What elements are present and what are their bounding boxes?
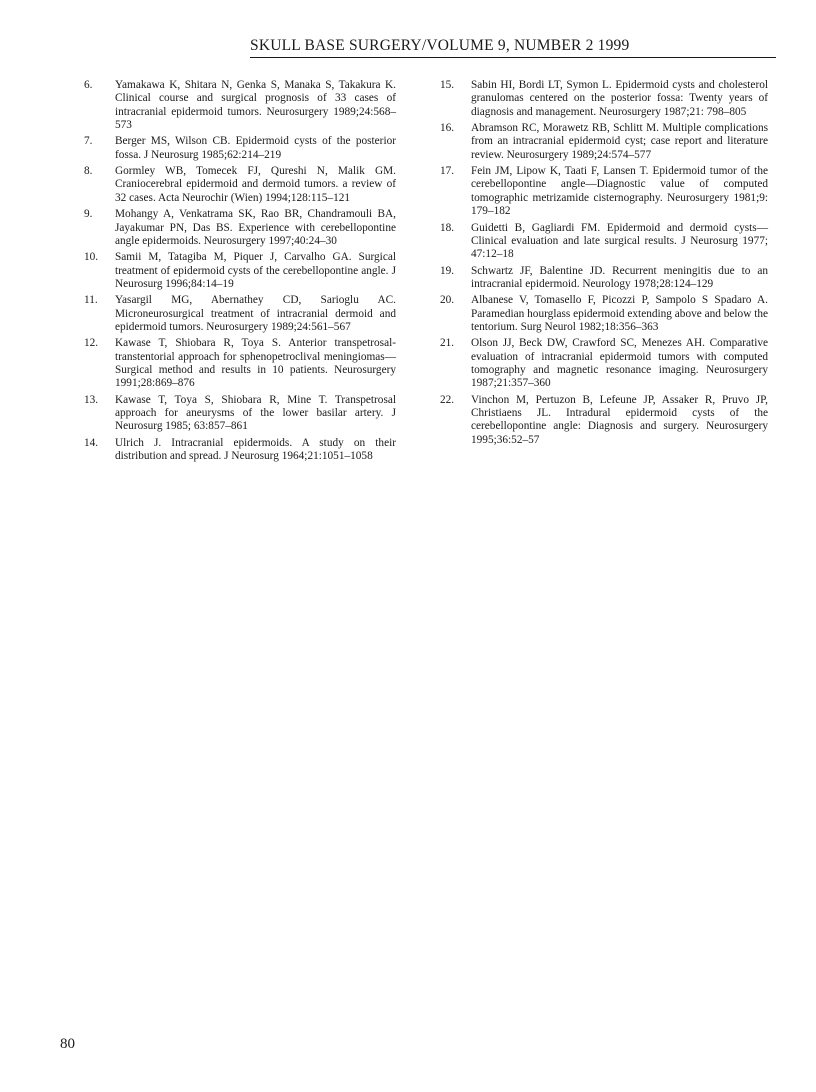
reference-text: Vinchon M, Pertuzon B, Lefeune JP, Assaker R, Pruvo JP, Christiaens JL. Intradural epidermoid cysts of the cerebellopontine angle: Diagnosis and surgery. Neurosurgery 1995;36:52–57 <box>471 393 768 446</box>
reference-item <box>440 337 768 390</box>
reference-text: Gormley WB, Tomecek FJ, Qureshi N, Malik GM. Craniocerebral epidermoid and dermoid tumors. a review of 32 cases. Acta Neurochir (Wien) 1994;128:115–121 <box>115 165 396 204</box>
reference-item <box>440 394 768 447</box>
reference-item <box>84 79 396 132</box>
reference-item <box>440 222 768 262</box>
page-number: 80 <box>60 1036 75 1052</box>
reference-number: 8. <box>84 165 93 178</box>
reference-number: 7. <box>84 135 93 148</box>
reference-item <box>84 208 396 248</box>
reference-number: 22. <box>440 393 455 406</box>
reference-number: 14. <box>84 436 99 449</box>
reference-number: 6. <box>84 79 93 91</box>
reference-item <box>84 165 396 205</box>
reference-text: Abramson RC, Morawetz RB, Schlitt M. Multiple complications from an intracranial epidermoid cyst; case report and literature review. Neurosurgery 1989;24:574–577 <box>471 122 768 161</box>
reference-number: 9. <box>84 208 93 221</box>
reference-text: Schwartz JF, Balentine JD. Recurrent meningitis due to an intracranial epidermoid. Neurology 1978;28:124–129 <box>471 264 768 290</box>
reference-item <box>440 265 768 292</box>
reference-item <box>84 394 396 434</box>
reference-item <box>84 135 396 162</box>
reference-text: Mohangy A, Venkatrama SK, Rao BR, Chandramouli BA, Jayakumar PN, Das BS. Experience with cerebellopontine angle epidermoids. Neurosurgery 1997;40:24–30 <box>115 208 396 247</box>
reference-text: Yamakawa K, Shitara N, Genka S, Manaka S, Takakura K. Clinical course and surgical prognosis of 33 cases of intracranial epidermoid tumors. Neurosurgery 1989;24:568–573 <box>115 79 396 131</box>
reference-text: Samii M, Tatagiba M, Piquer J, Carvalho GA. Surgical treatment of epidermoid cysts of the cerebellopontine angle. J Neurosurg 1996;84:14–19 <box>115 251 396 290</box>
running-header: SKULL BASE SURGERY/VOLUME 9, NUMBER 2 1999 <box>250 37 630 54</box>
reference-item <box>84 337 396 390</box>
reference-item <box>84 437 396 464</box>
reference-text: Sabin HI, Bordi LT, Symon L. Epidermoid cysts and cholesterol granulomas centered on the posterior fossa: Twenty years of diagnosis and management. Neurosurgery 1987;21: 798–805 <box>471 79 768 118</box>
reference-text: Kawase T, Toya S, Shiobara R, Mine T. Transpetrosal approach for aneurysms of the lower basilar artery. J Neurosurg 1985; 63:857–861 <box>115 393 396 433</box>
reference-item <box>440 294 768 334</box>
reference-number: 17. <box>440 165 455 178</box>
reference-number: 18. <box>440 221 455 234</box>
reference-text: Berger MS, Wilson CB. Epidermoid cysts of the posterior fossa. J Neurosurg 1985;62:214–219 <box>115 135 396 161</box>
header-rule <box>250 57 776 58</box>
reference-text: Yasargil MG, Abernathey CD, Sarioglu AC. Microneurosurgical treatment of intracranial dermoid and epidermoid tumors. Neurosurgery 1989;24:561–567 <box>115 294 396 333</box>
reference-number: 13. <box>84 393 99 406</box>
reference-number: 19. <box>440 264 455 277</box>
reference-item <box>84 251 396 291</box>
reference-text: Guidetti B, Gagliardi FM. Epidermoid and dermoid cysts—Clinical evaluation and late surgical results. J Neurosurg 1977; 47:12–18 <box>471 221 768 261</box>
reference-text: Ulrich J. Intracranial epidermoids. A study on their distribution and spread. J Neurosurg 1964;21:1051–1058 <box>115 436 396 463</box>
reference-number: 10. <box>84 251 99 264</box>
reference-item <box>84 294 396 334</box>
references-column-right <box>440 79 768 450</box>
reference-number: 16. <box>440 122 455 135</box>
reference-item <box>440 122 768 162</box>
reference-text: Olson JJ, Beck DW, Crawford SC, Menezes AH. Comparative evaluation of intracranial epidermoid tumors with computed tomography and magnetic resonance imaging. Neurosurgery 1987;21:357–360 <box>471 337 768 390</box>
reference-text: Kawase T, Shiobara R, Toya S. Anterior transpetrosal-transtentorial approach for sphenopetroclival meningiomas—Surgical method and results in 10 patients. Neurosurgery 1991;28:869–876 <box>115 337 396 390</box>
reference-number: 15. <box>440 79 455 91</box>
references-column-left <box>84 79 396 467</box>
reference-item <box>440 79 768 119</box>
reference-number: 21. <box>440 337 455 350</box>
reference-item <box>440 165 768 218</box>
reference-text: Fein JM, Lipow K, Taati F, Lansen T. Epidermoid tumor of the cerebellopontine angle—Diagnostic value of computed tomographic metrizamide cisternography. Neurosurgery 1981;9: 179–182 <box>471 165 768 218</box>
reference-text: Albanese V, Tomasello F, Picozzi P, Sampolo S Spadaro A. Paramedian hourglass epidermoid extending above and below the tentorium. Surg Neurol 1982;18:356–363 <box>471 294 768 333</box>
reference-number: 20. <box>440 294 455 307</box>
reference-number: 12. <box>84 337 99 350</box>
reference-number: 11. <box>84 294 98 307</box>
